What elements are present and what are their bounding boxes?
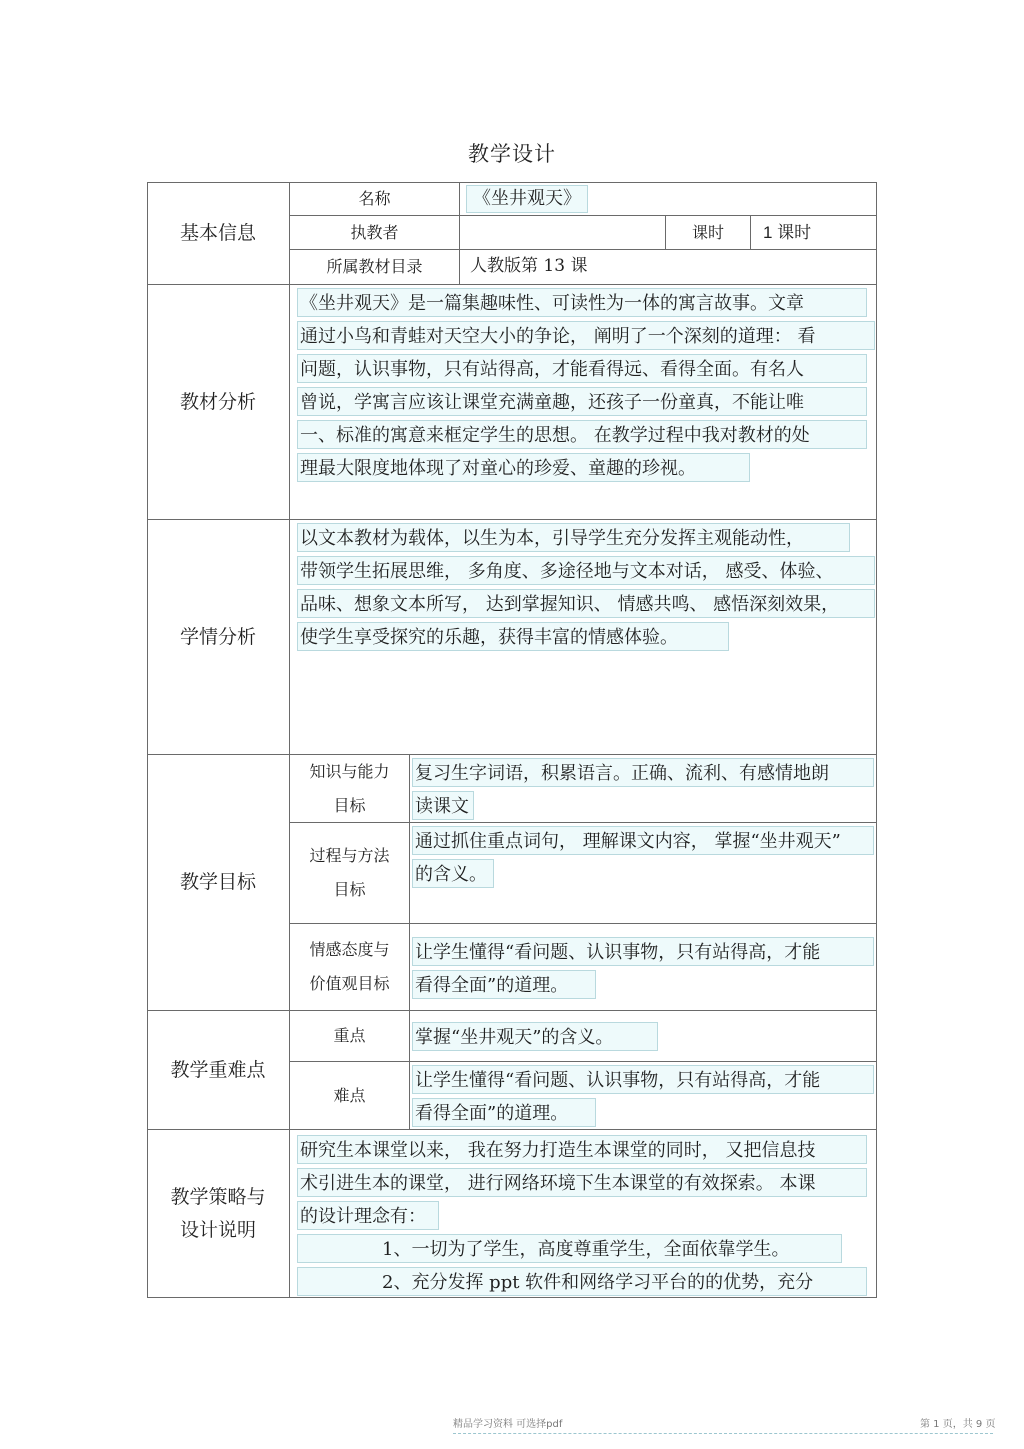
material-analysis-header: 教材分析 xyxy=(147,285,290,520)
material-line: 问题，认识事物，只有站得高，才能看得远、看得全面。有名人 xyxy=(297,354,867,383)
strategy-line: 1、一切为了学生，高度尊重学生，全面依靠学生。 xyxy=(297,1234,842,1263)
teacher-value xyxy=(460,216,666,250)
process-goal-label xyxy=(290,823,410,924)
period-label: 课时 xyxy=(666,216,751,250)
material-line: 理最大限度地体现了对童心的珍爱、童趣的珍视。 xyxy=(297,453,750,482)
difficulty-label: 难点 xyxy=(290,1062,410,1130)
basic-info-header: 基本信息 xyxy=(147,182,290,285)
strategy-header-line1: 教学策略与 xyxy=(170,1185,266,1208)
knowledge-goal-line: 读课文 xyxy=(412,791,474,820)
knowledge-goal-content xyxy=(410,755,877,823)
learner-line: 以文本教材为载体，以生为本，引导学生充分发挥主观能动性， xyxy=(297,523,850,552)
page-title: 教学设计 xyxy=(468,142,556,166)
strategy-line: 2、充分发挥 ppt 软件和网络学习平台的的优势，充分 xyxy=(297,1267,867,1296)
knowledge-goal-label-line1: 知识与能力 xyxy=(309,761,390,781)
material-analysis-content xyxy=(290,285,877,520)
name-value-cell xyxy=(460,182,877,216)
learner-line: 品味、想象文本所写， 达到掌握知识、 情感共鸣、 感悟深刻效果， xyxy=(297,589,875,618)
strategy-header xyxy=(147,1130,290,1298)
catalog-label: 所属教材目录 xyxy=(290,250,460,285)
footer-note: 精品学习资料 可选择pdf xyxy=(453,1419,563,1430)
process-goal-content xyxy=(410,823,877,924)
emotion-goal-content xyxy=(410,924,877,1011)
strategy-line: 术引进生本的课堂， 进行网络环境下生本课堂的有效探索。 本课 xyxy=(297,1168,867,1197)
strategy-line: 研究生本课堂以来， 我在努力打造生本课堂的同时， 又把信息技 xyxy=(297,1135,867,1164)
strategy-header-line2: 设计说明 xyxy=(179,1218,256,1241)
lesson-name: 《坐井观天》 xyxy=(466,185,588,213)
process-goal-label-line1: 过程与方法 xyxy=(309,846,390,865)
key-points-header: 教学重难点 xyxy=(147,1011,290,1130)
catalog-value: 人教版第 13 课 xyxy=(460,250,877,285)
teaching-goals-header: 教学目标 xyxy=(147,755,290,1011)
process-goal-label-line2: 目标 xyxy=(333,880,366,899)
focus-content xyxy=(410,1011,877,1062)
name-label: 名称 xyxy=(290,182,460,216)
emotion-goal-label-line1: 情感态度与 xyxy=(309,940,390,959)
strategy-line: 的设计理念有： xyxy=(297,1201,439,1230)
teacher-label: 执教者 xyxy=(290,216,460,250)
emotion-goal-line: 看得全面”的道理。 xyxy=(412,970,596,999)
material-line: 《坐井观天》是一篇集趣味性、可读性为一体的寓言故事。文章 xyxy=(297,288,867,317)
material-line: 一、标准的寓意来框定学生的思想。 在教学过程中我对教材的处 xyxy=(297,420,867,449)
difficulty-content xyxy=(410,1062,877,1130)
difficulty-line: 看得全面”的道理。 xyxy=(412,1098,596,1127)
learner-line: 带领学生拓展思维， 多角度、多途径地与文本对话， 感受、体验、 xyxy=(297,556,875,585)
knowledge-goal-label-line2: 目标 xyxy=(333,795,366,815)
page-number: 第 1 页，共 9 页 xyxy=(920,1419,996,1430)
learner-line: 使学生享受探究的乐趣，获得丰富的情感体验。 xyxy=(297,622,729,651)
emotion-goal-label xyxy=(290,924,410,1011)
process-goal-line: 的含义。 xyxy=(412,859,494,888)
focus-value: 掌握“坐井观天”的含义。 xyxy=(412,1022,658,1051)
material-line: 通过小鸟和青蛙对天空大小的争论， 阐明了一个深刻的道理： 看 xyxy=(297,321,875,350)
knowledge-goal-label xyxy=(290,755,410,823)
period-value: 1 课时 xyxy=(751,216,877,250)
learner-analysis-header: 学情分析 xyxy=(147,520,290,755)
footer-divider xyxy=(453,1433,993,1434)
process-goal-line: 通过抓住重点词句， 理解课文内容， 掌握“坐井观天” xyxy=(412,826,874,855)
difficulty-line: 让学生懂得“看问题、认识事物，只有站得高，才能 xyxy=(412,1065,874,1094)
emotion-goal-label-line2: 价值观目标 xyxy=(309,974,390,993)
learner-analysis-content xyxy=(290,520,877,755)
focus-label: 重点 xyxy=(290,1011,410,1062)
knowledge-goal-line: 复习生字词语，积累语言。正确、流利、有感情地朗 xyxy=(412,758,874,787)
strategy-content xyxy=(290,1130,877,1298)
material-line: 曾说，学寓言应该让课堂充满童趣，还孩子一份童真，不能让唯 xyxy=(297,387,867,416)
emotion-goal-line: 让学生懂得“看问题、认识事物，只有站得高，才能 xyxy=(412,937,874,966)
